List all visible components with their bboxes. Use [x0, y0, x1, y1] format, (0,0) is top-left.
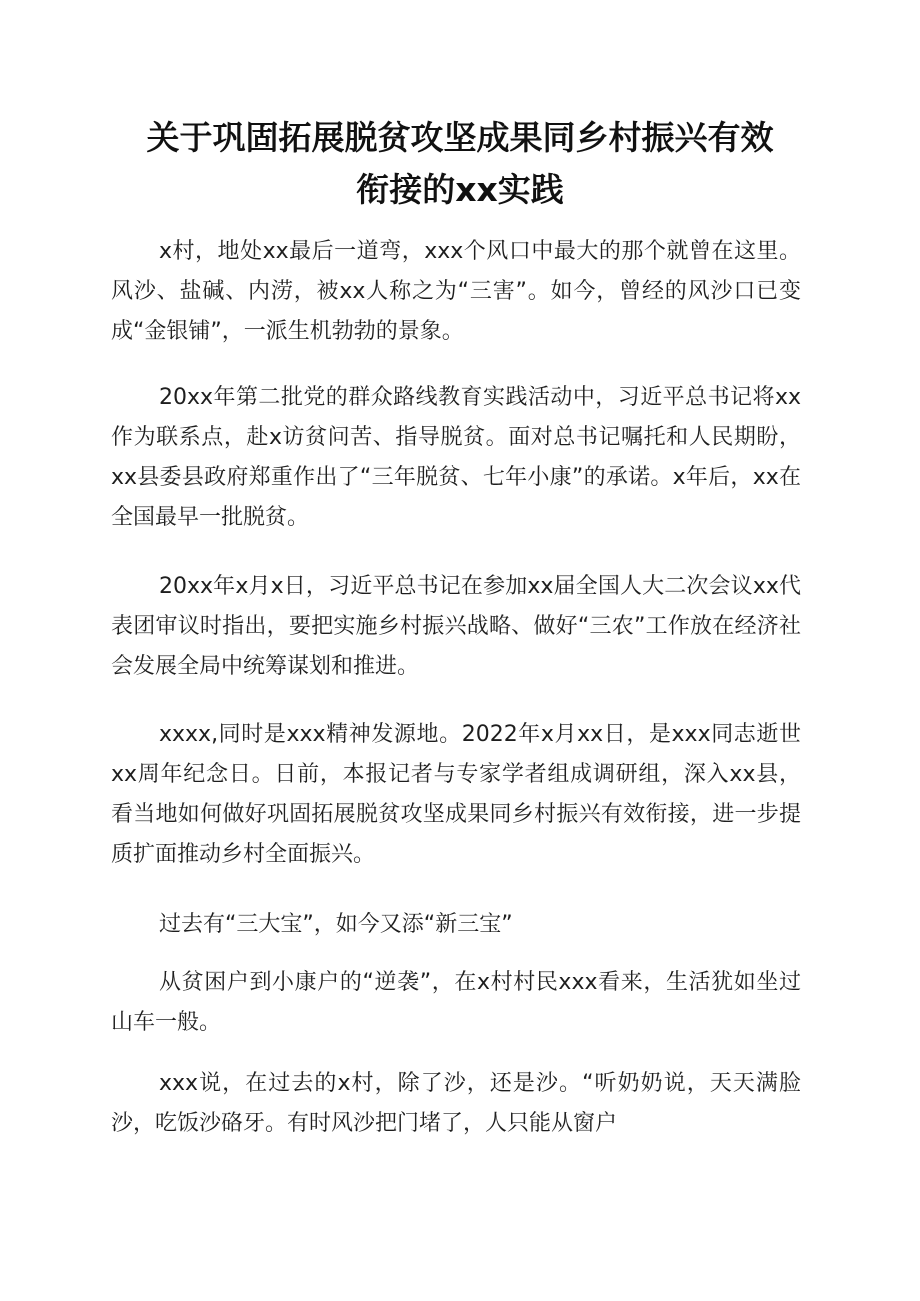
paragraph-1: x村，地处xx最后一道弯，xxx个风口中最大的那个就曾在这里。风沙、盐碱、内涝，被xx人称之为“三害”。如今，曾经的风沙口已变成“金银铺”，一派生机勃勃的景象。 [111, 239, 801, 344]
paragraph-4: xxxx,同时是xxx精神发源地。2022年x月xx日，是xxx同志逝世xx周年纪念日。日前，本报记者与专家学者组成调研组，深入xx县，看当地如何做好巩固拓展脱贫攻坚成果同乡村振兴有效衔接，进一步提质扩面推动乡村全面振兴。 [111, 722, 801, 867]
paragraph-5: 从贫困户到小康户的“逆袭”，在x村村民xxx看来，生活犹如坐过山车一般。 [111, 970, 801, 1035]
paragraph-6: xxx说，在过去的x村，除了沙，还是沙。“听奶奶说，天天满脸沙，吃饭沙硌牙。有时风沙把门堵了，人只能从窗户 [111, 1071, 801, 1136]
paragraph-2: 20xx年第二批党的群众路线教育实践活动中，习近平总书记将xx作为联系点，赴x访贫问苦、指导脱贫。面对总书记嘱托和人民期盼，xx县委县政府郑重作出了“三年脱贫、七年小康”的承诺。x年后，xx在全国最早一批脱贫。 [111, 385, 801, 530]
section-heading: 过去有“三大宝”，如今又添“新三宝” [159, 912, 513, 937]
paragraph-3: 20xx年x月x日，习近平总书记在参加xx届全国人大二次会议xx代表团审议时指出，要把实施乡村振兴战略、做好“三农”工作放在经济社会发展全局中统筹谋划和推进。 [111, 574, 801, 679]
document-title-line-1: 关于巩固拓展脱贫攻坚成果同乡村振兴有效 [146, 118, 774, 157]
document-title-line-2: 衔接的xx实践 [356, 170, 564, 209]
